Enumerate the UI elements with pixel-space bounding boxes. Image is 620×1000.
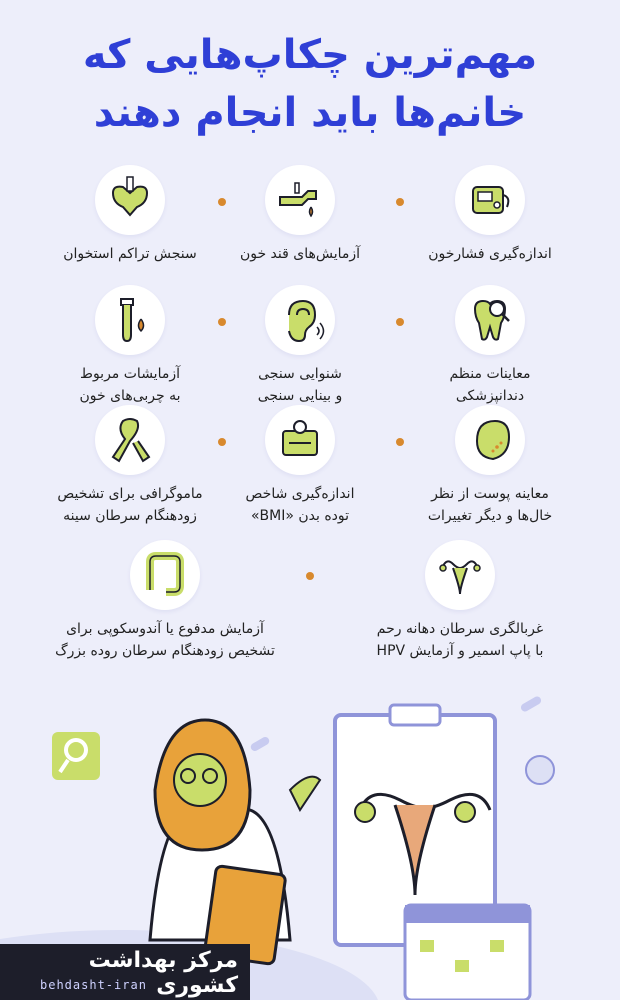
logo bbox=[0, 944, 250, 1000]
checkup-colon bbox=[40, 540, 290, 662]
separator-dot bbox=[306, 572, 314, 580]
test-tube-drop-icon bbox=[95, 285, 165, 355]
checkup-blood-pressure bbox=[400, 165, 580, 265]
title-line-1: مهم‌ترین چکاپ‌هایی که bbox=[82, 32, 538, 78]
logo-sub-text: behdasht-iran bbox=[40, 978, 147, 992]
checkup-bmi bbox=[210, 405, 390, 527]
checkup-label: سنجش تراکم استخوان bbox=[63, 246, 197, 262]
blood-pressure-monitor-icon bbox=[455, 165, 525, 235]
checkup-label: غربالگری سرطان دهانه رحم با پاپ اسمیر و آزمایش HPV bbox=[376, 621, 544, 659]
colon-icon bbox=[130, 540, 200, 610]
checkup-hearing-vision bbox=[210, 285, 390, 407]
title-line-2: خانم‌ها باید انجام دهند bbox=[93, 90, 527, 136]
separator-dot bbox=[396, 318, 404, 326]
pelvis-bone-icon bbox=[95, 165, 165, 235]
tooth-magnifier-icon bbox=[455, 285, 525, 355]
checkup-cervical bbox=[330, 540, 590, 662]
checkup-label: ماموگرافی برای تشخیص زودهنگام سرطان سینه bbox=[57, 486, 203, 524]
separator-dot bbox=[396, 438, 404, 446]
checkup-blood-lipids bbox=[40, 285, 220, 407]
face-skin-icon bbox=[455, 405, 525, 475]
checkup-label: شنوایی سنجی و بینایی سنجی bbox=[257, 366, 343, 404]
checkup-skin bbox=[400, 405, 580, 527]
checkup-label: آزمایشات مربوط به چربی‌های خون bbox=[79, 366, 181, 404]
weight-scale-icon bbox=[265, 405, 335, 475]
checkup-label: معاینات منظم دندانپزشکی bbox=[449, 366, 531, 404]
ear-icon bbox=[265, 285, 335, 355]
checkup-bone-density bbox=[40, 165, 220, 265]
checkup-label: معاینه پوست از نظر خال‌ها و دیگر تغییرات bbox=[427, 486, 553, 524]
uterus-icon bbox=[425, 540, 495, 610]
checkup-dental bbox=[400, 285, 580, 407]
checkup-mammography bbox=[40, 405, 220, 527]
ribbon-icon bbox=[95, 405, 165, 475]
separator-dot bbox=[396, 198, 404, 206]
checkup-label: اندازه‌گیری فشارخون bbox=[428, 246, 552, 262]
checkup-label: آزمایش مدفوع یا آندوسکوپی برای تشخیص زودهنگام سرطان روده بزرگ bbox=[55, 621, 275, 659]
checkup-blood-sugar bbox=[210, 165, 390, 265]
checkup-label: اندازه‌گیری شاخص توده بدن «BMI» bbox=[245, 486, 355, 524]
checkup-label: آزمایش‌های قند خون bbox=[239, 246, 361, 262]
blood-sugar-test-icon bbox=[265, 165, 335, 235]
logo-main-text: مرکز بهداشت کشوری bbox=[88, 948, 238, 998]
